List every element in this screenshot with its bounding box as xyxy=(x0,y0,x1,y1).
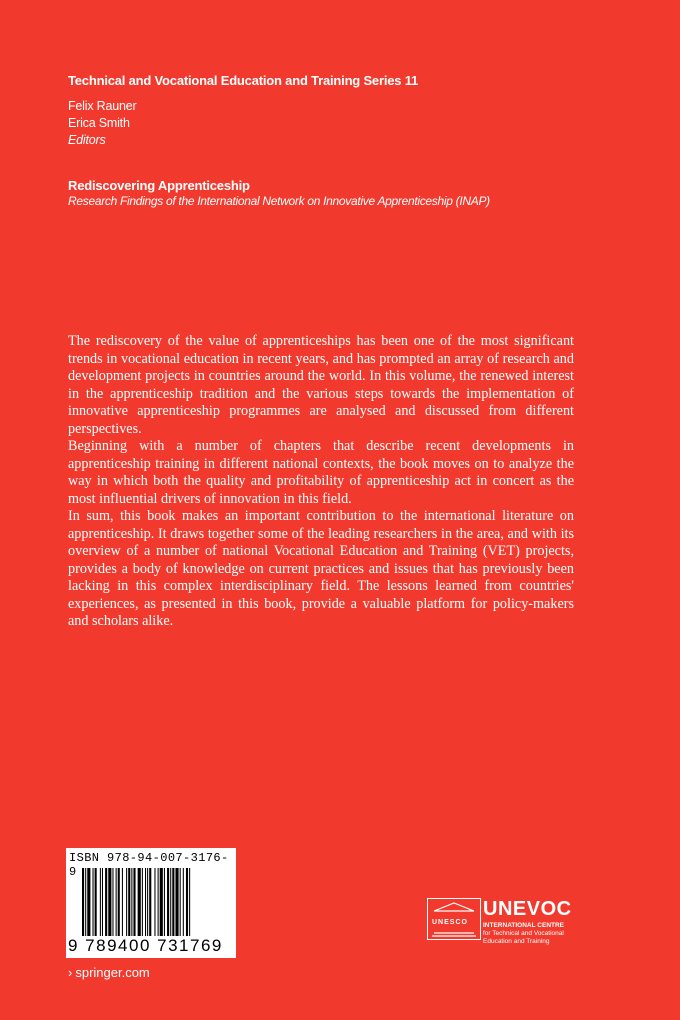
editor-name: Erica Smith xyxy=(68,116,130,130)
publisher-url: springer.com xyxy=(75,965,150,980)
unesco-temple-icon xyxy=(427,898,481,940)
publisher-link[interactable] xyxy=(68,965,150,980)
unesco-word: UNESCO xyxy=(432,919,468,926)
unevoc-line: Education and Training xyxy=(483,938,550,945)
barcode xyxy=(66,848,236,958)
unevoc-line: INTERNATIONAL CENTRE xyxy=(483,922,565,929)
editors-role: Editors xyxy=(68,133,106,147)
blurb-paragraph: In sum, this book makes an important contribution to the international literature on apprenticeship. It draws together some of the leading researchers in the area, and with its overview of a number of national Vocational Education and Training (VET) projects, provides a body of knowledge on current practices and issues that has previously been lacking in this complex interdisciplinary field. The lessons learned from countries' experiences, as presented in this book, provide a valuable platform for policy-makers and scholars alike. xyxy=(68,508,574,629)
unevoc-name: UNEVOC xyxy=(483,898,572,920)
isbn-number: ISBN 978-94-007-3176-9 xyxy=(69,851,229,879)
blurb-paragraph: The rediscovery of the value of apprenticeships has been one of the most significant trends in vocational education in recent years, and has prompted an array of research and development projects in countries around the world. In this volume, the renewed interest in the apprenticeship tradition and the various steps towards the implementation of innovative apprenticeship programmes are analysed and discussed from different perspectives. xyxy=(68,333,574,437)
book-subtitle: Research Findings of the International Network on Innovative Apprenticeship (INAP) xyxy=(68,194,490,208)
blurb xyxy=(68,333,574,631)
chevron-right-icon: › xyxy=(68,965,73,980)
series-title: Technical and Vocational Education and Training Series 11 xyxy=(68,73,419,88)
barcode-bars-icon xyxy=(82,868,222,936)
blurb-paragraph: Beginning with a number of chapters that describe recent developments in apprenticeship training in different national contexts, the book moves on to analyze the way in which both the quality and profitability of apprenticeship act in concert as the most influential drivers of innovation in this field. xyxy=(68,438,574,507)
book-title: Rediscovering Apprenticeship xyxy=(68,178,250,193)
editors-block xyxy=(68,98,136,149)
unevoc-logo xyxy=(427,898,577,954)
ean-digits: 9 789400 731769 xyxy=(68,936,223,955)
editor-name: Felix Rauner xyxy=(68,99,137,113)
unevoc-line: for Technical and Vocational xyxy=(483,930,564,937)
